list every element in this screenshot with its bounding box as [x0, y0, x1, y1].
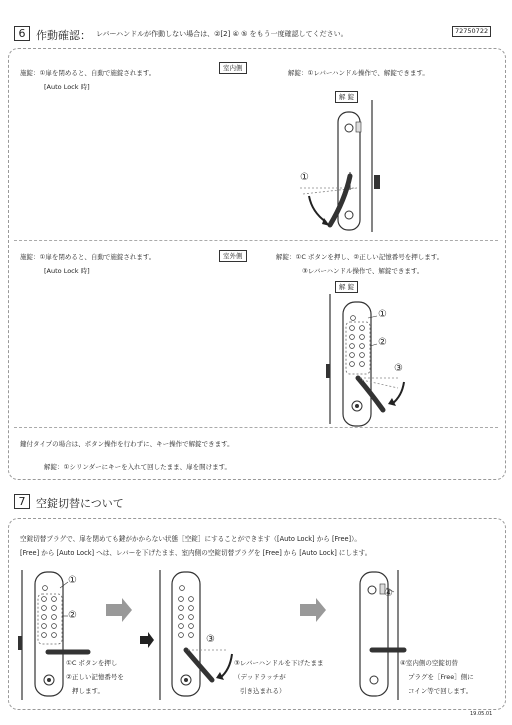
version-date: 19.05.01 — [470, 711, 493, 717]
caption-4-line-3: コイン等で回します。 — [408, 687, 473, 695]
section-6-number: 6 — [14, 26, 30, 41]
inside-step-1: ① — [300, 172, 309, 183]
switch-step-3: ③ — [206, 634, 215, 645]
caption-1-line-1: ①C ボタンを押し — [66, 659, 118, 667]
outside-autolock-note: [Auto Lock 時] — [44, 267, 90, 275]
caption-4-line-2: プラグを［Free］側に — [408, 673, 474, 681]
section-6-title: 作動確認： — [36, 29, 91, 42]
outside-unlock-text-1: 解錠：①C ボタンを押し、②正しい記憶番号を押します。 — [276, 253, 444, 261]
section-7-line-2: [Free] から [Auto Lock] へは、レバーを下げたまま、室内側の空錠切替プラグを [Free] から [Auto Lock] にします。 — [20, 549, 372, 557]
switch-step-2: ② — [68, 610, 77, 621]
keytype-unlock: 解錠：①シリンダーにキーを入れて回したまま、扉を開けます。 — [44, 463, 232, 471]
outside-step-3: ③ — [394, 363, 403, 374]
outside-step-2: ② — [378, 337, 387, 348]
caption-1-line-2: ②正しい記憶番号を — [66, 673, 124, 681]
keytype-note: 鍵付タイプの場合は、ボタン操作を行わずに、キー操作で解錠できます。 — [20, 440, 234, 448]
section-7-line-1: 空錠切替プラグで、扉を閉めても鍵がかからない状態［空錠］にすることができます（[Auto Lock] から [Free]）。 — [20, 535, 362, 543]
section-7-title: 空錠切替について — [36, 497, 124, 510]
outside-step-1: ① — [378, 309, 387, 320]
caption-3-line-2: （デッドラッチが — [234, 673, 286, 681]
section-7-number: 7 — [14, 494, 30, 509]
caption-3-line-3: 引き込まれる） — [240, 687, 286, 695]
switch-step-1: ① — [68, 575, 77, 586]
outside-lock-text: 施錠：①扉を閉めると、自動で施錠されます。 — [20, 253, 156, 261]
inside-unlock-text: 解錠：①レバーハンドル操作で、解錠できます。 — [288, 69, 429, 77]
outside-tag: 室外側 — [219, 250, 247, 262]
caption-3-line-1: ③レバーハンドルを下げたまま — [234, 659, 324, 667]
section-6-subtitle: レバーハンドルが作動しない場合は、②[2] ④ ⑤ をもう一度確認してください。 — [96, 30, 348, 38]
outside-unlock-label: 解 錠 — [335, 281, 358, 293]
caption-1-line-3: 押します。 — [72, 687, 104, 695]
inside-lock-text: 施錠：①扉を閉めると、自動で施錠されます。 — [20, 69, 156, 77]
doc-id: 72750722 — [452, 26, 491, 37]
outside-unlock-text-2: ③レバーハンドル操作で、解錠できます。 — [302, 267, 424, 275]
inside-autolock-note: [Auto Lock 時] — [44, 83, 90, 91]
inside-unlock-label: 解 錠 — [335, 91, 358, 103]
inside-tag: 室内側 — [219, 62, 247, 74]
caption-4-line-1: ④室内側の空錠切替 — [400, 659, 458, 667]
switch-step-4: ④ — [384, 588, 393, 599]
